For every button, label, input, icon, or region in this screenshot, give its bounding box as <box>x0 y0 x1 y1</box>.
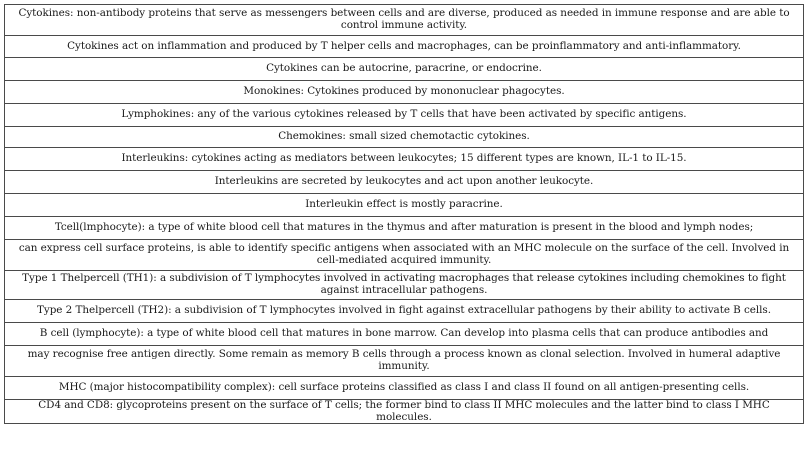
table-cell-cytokines-definition: Cytokines: non-antibody proteins that serve as messengers between cells and are diverse, produced as needed in immune response and are able to control immune activity. <box>5 5 804 36</box>
table-row <box>5 127 804 148</box>
table-cell-interleukins-secretion: Interleukins are secreted by leukocytes and act upon another leukocyte. <box>5 171 804 194</box>
table-cell-cytokines-action: Cytokines act on inflammation and produced by T helper cells and macrophages, can be proinflammatory and anti-inflammatory. <box>5 36 804 58</box>
table-cell-th2: Type 2 Thelpercell (TH2): a subdivision of T lymphocytes involved in fight against extracellular pathogens by their ability to activate B cells. <box>5 300 804 323</box>
table-cell-interleukin-effect: Interleukin effect is mostly paracrine. <box>5 194 804 217</box>
table-row <box>5 5 804 36</box>
table-cell-chemokines: Chemokines: small sized chemotactic cytokines. <box>5 127 804 148</box>
table-row <box>5 400 804 424</box>
table-row <box>5 377 804 400</box>
table-row <box>5 346 804 377</box>
table-cell-lymphokines: Lymphokines: any of the various cytokines released by T cells that have been activated by specific antigens. <box>5 104 804 127</box>
glossary-document <box>4 4 804 424</box>
table-cell-b-cell-definition: B cell (lymphocyte): a type of white blood cell that matures in bone marrow. Can develop into plasma cells that can produce antibodies and <box>5 323 804 346</box>
table-row <box>5 194 804 217</box>
table-row <box>5 300 804 323</box>
table-row <box>5 271 804 300</box>
table-row <box>5 217 804 240</box>
table-row <box>5 148 804 171</box>
table-row <box>5 240 804 271</box>
immunology-glossary-table <box>4 4 804 424</box>
table-cell-interleukins-definition: Interleukins: cytokines acting as mediators between leukocytes; 15 different types are known, IL-1 to IL-15. <box>5 148 804 171</box>
table-row <box>5 104 804 127</box>
table-cell-cytokines-types: Cytokines can be autocrine, paracrine, or endocrine. <box>5 58 804 81</box>
table-row <box>5 81 804 104</box>
table-cell-monokines: Monokines: Cytokines produced by mononuclear phagocytes. <box>5 81 804 104</box>
table-cell-th1: Type 1 Thelpercell (TH1): a subdivision of T lymphocytes involved in activating macrophages that release cytokines including chemokines to fight against intracellular pathogens. <box>5 271 804 300</box>
table-cell-t-cell-definition: Tcell(lmphocyte): a type of white blood cell that matures in the thymus and after maturation is present in the blood and lymph nodes; <box>5 217 804 240</box>
table-cell-mhc: MHC (major histocompatibility complex): cell surface proteins classified as class I and class II found on all antigen-presenting cells. <box>5 377 804 400</box>
table-cell-b-cell-function: may recognise free antigen directly. Some remain as memory B cells through a process known as clonal selection. Involved in humeral adaptive immunity. <box>5 346 804 377</box>
table-row <box>5 36 804 58</box>
table-row <box>5 58 804 81</box>
table-cell-t-cell-function: can express cell surface proteins, is able to identify specific antigens when associated with an MHC molecule on the surface of the cell. Involved in cell-mediated acquired immunity. <box>5 240 804 271</box>
table-cell-cd4-cd8: CD4 and CD8: glycoproteins present on the surface of T cells; the former bind to class II MHC molecules and the latter bind to class I MHC molecules. <box>5 400 804 424</box>
table-row <box>5 323 804 346</box>
table-row <box>5 171 804 194</box>
